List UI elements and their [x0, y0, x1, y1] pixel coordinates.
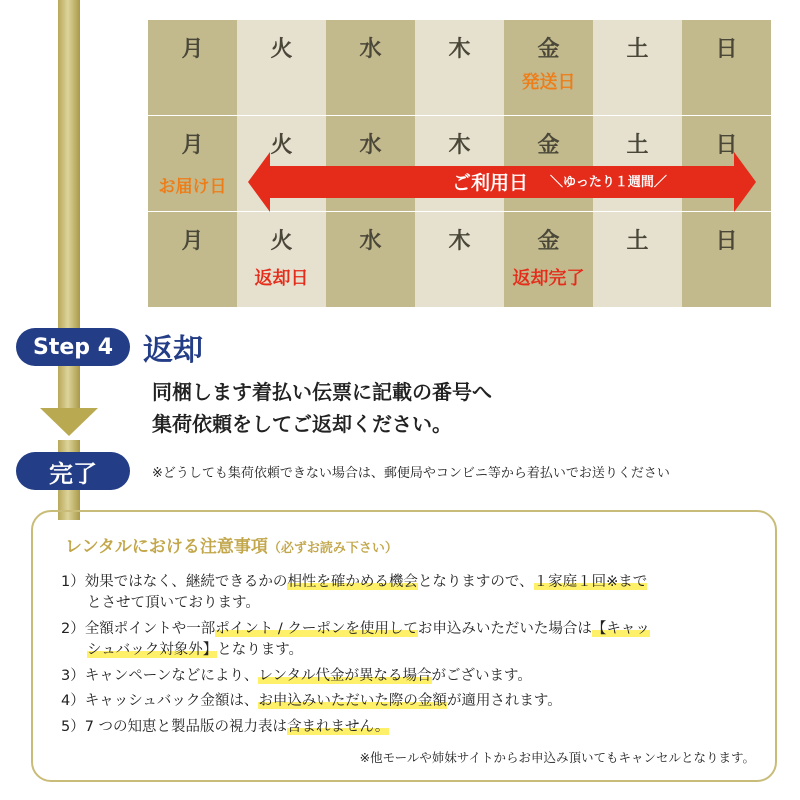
cal-r3-sat: 土 — [593, 212, 682, 307]
cal-r3-fri: 金 返却完了 — [504, 212, 593, 307]
notice-item-1: 1）効果ではなく、継続できるかの相性を確かめる機会となりますので、１家庭１回※まで — [61, 574, 648, 590]
delivery-day-label: お届け日 — [158, 177, 227, 197]
complete-badge: 完了 — [16, 452, 130, 490]
cal-r1-sat: 土 — [593, 20, 682, 115]
notice-title-text: レンタルにおける注意事項 — [65, 537, 268, 557]
notice-item-2: 2）全額ポイントや一部ポイント / クーポンを使用してお申込みいただいた場合は【キャッ — [61, 621, 650, 637]
cal-r3-tue: 火 返却日 — [237, 212, 326, 307]
notice-item-5: 5）7 つの知恵と製品版の視力表は含まれません。 — [61, 719, 390, 735]
step4-instruction-line1: 同梱します着払い伝票に記載の番号へ — [152, 380, 492, 404]
return-day-label: 返却日 — [254, 268, 309, 289]
notice-footnote: ※他モールや姉妹サイトからお申込み頂いてもキャンセルとなります。 — [359, 750, 755, 765]
notice-item-2-cont: シュバック対象外】となります。 — [87, 642, 304, 658]
timeline-arrow-icon — [40, 408, 98, 436]
usage-day-sub: ＼ゆったり１週間／ — [550, 175, 667, 190]
rental-notice-box — [31, 510, 777, 782]
cal-r2-thu: 木 — [415, 116, 504, 211]
cal-r2-sat: 土 — [593, 116, 682, 211]
cal-r1-mon: 月 — [148, 20, 237, 115]
cal-r2-tue: 火 — [237, 116, 326, 211]
cal-r1-fri: 金 発送日 — [504, 20, 593, 115]
cal-r2-wed: 水 — [326, 116, 415, 211]
cal-r3-mon: 月 — [148, 212, 237, 307]
return-complete-label: 返却完了 — [512, 268, 585, 289]
cal-r3-sun: 日 — [682, 212, 771, 307]
step4-instruction-line2: 集荷依頼をしてご返却ください。 — [152, 412, 452, 436]
notice-item-1-cont: とさせて頂いております。 — [87, 595, 260, 611]
cal-r3-thu: 木 — [415, 212, 504, 307]
cal-r2-mon: 月 お届け日 — [148, 116, 237, 211]
ship-day-label: 発送日 — [521, 72, 576, 93]
cal-r2-fri: 金 — [504, 116, 593, 211]
notice-title — [65, 532, 398, 557]
step4-title: 返却 — [143, 333, 203, 368]
step4-badge: Step 4 — [16, 328, 130, 366]
cal-r2-sun: 日 — [682, 116, 771, 211]
complete-note: ※どうしても集荷依頼できない場合は、郵便局やコンビニ等から着払いでお送りください — [152, 466, 670, 481]
cal-r3-wed: 水 — [326, 212, 415, 307]
notice-title-sub: （必ずお読み下さい） — [267, 541, 398, 556]
cal-r1-thu: 木 — [415, 20, 504, 115]
cal-r1-tue: 火 — [237, 20, 326, 115]
cal-r1-sun: 日 — [682, 20, 771, 115]
cal-r1-wed: 水 — [326, 20, 415, 115]
notice-item-4: 4）キャッシュバック金額は、お申込みいただいた際の金額が適用されます。 — [61, 693, 562, 709]
notice-item-3: 3）キャンペーンなどにより、レンタル代金が異なる場合がございます。 — [61, 668, 532, 684]
usage-day-label: ご利用日 — [452, 172, 529, 194]
